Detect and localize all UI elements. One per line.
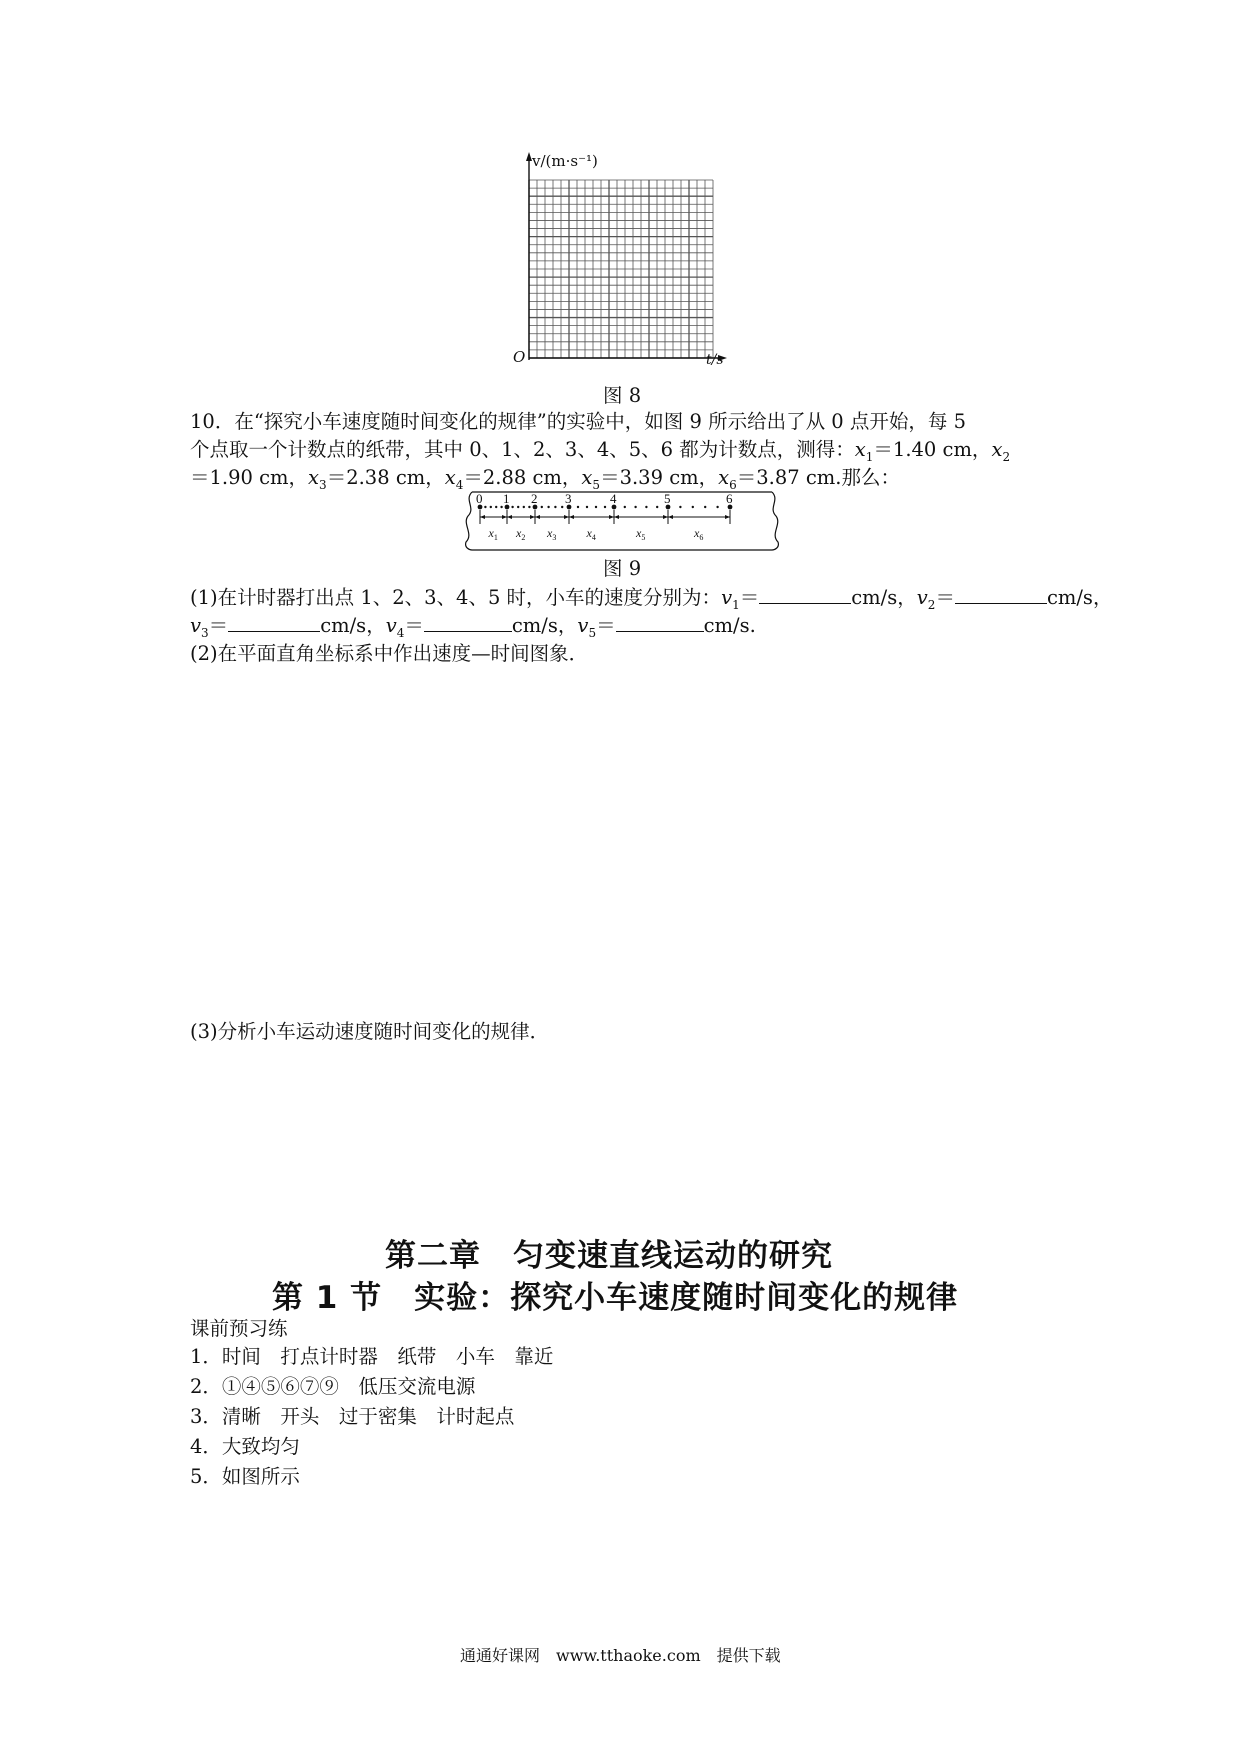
segment-label: $x_1$	[488, 526, 498, 542]
figure-8-grid	[505, 150, 735, 365]
tick-dot	[577, 506, 579, 508]
tick-dot	[517, 506, 519, 508]
fig8-xlabel: t/s	[706, 352, 724, 368]
answer-item-5: 5．如图所示	[190, 1465, 300, 1488]
tick-dot	[716, 506, 718, 508]
dim-arrow	[663, 515, 668, 519]
segment-label: $x_6$	[694, 526, 704, 542]
q10-line2: 个点取一个计数点的纸带，其中 0、1、2、3、4、5、6 都为计数点，测得：$x_1=1.40$ cm，$x_2$	[190, 438, 1011, 464]
count-point-label: 6	[726, 491, 733, 506]
v4-blank[interactable]	[424, 630, 512, 632]
v1-blank[interactable]	[759, 602, 851, 604]
q10-number: 10．	[190, 410, 235, 433]
count-point-label: 0	[476, 491, 483, 506]
tick-dot	[692, 506, 694, 508]
q10-intro: 在“探究小车速度随时间变化的规律”的实验中，如图 9 所示给出了从 0 点开始，每 5	[234, 410, 966, 433]
q10-sub1-line1: (1)在计时器打出点 1、2、3、4、5 时，小车的速度分别为：$v_1= cm/s$，$v_2= cm/s$，	[190, 586, 1113, 612]
tick-dot	[634, 506, 636, 508]
fig8-ylabel: v/(m·s⁻¹)	[532, 152, 598, 170]
preview-subhead: 课前预习练	[190, 1317, 288, 1340]
unit: cm/s	[320, 614, 367, 637]
sub1-text: (1)在计时器打出点 1、2、3、4、5 时，小车的速度分别为：	[190, 586, 722, 609]
segment-label: $x_2$	[516, 526, 526, 542]
q10-line3: ＝1.90 cm，$x_3=2.38$ cm，$x_4=2.88$ cm，$x_5=3.39$ cm，$x_6=3.87$ cm.那么：	[190, 466, 900, 492]
fig8-caption: 图 8	[603, 384, 642, 407]
tick-dot	[511, 506, 513, 508]
unit: cm/s	[703, 614, 750, 637]
tape-left-edge	[466, 492, 472, 550]
x5-value: 3.39 cm，	[619, 466, 719, 489]
tick-dot	[679, 506, 681, 508]
x6-value: 3.87 cm.那么：	[756, 466, 900, 489]
grid-lines	[529, 180, 713, 358]
count-point-label: 4	[610, 491, 617, 506]
section-title: 第 1 节 实验：探究小车速度随时间变化的规律	[272, 1280, 959, 1316]
answer-item-1: 1．时间 打点计时器 纸带 小车 靠近	[190, 1345, 554, 1368]
tick-dot	[656, 506, 658, 508]
unit: cm/s	[851, 586, 898, 609]
answer-item-4: 4．大致均匀	[190, 1435, 300, 1458]
dim-arrow	[564, 515, 569, 519]
x1-value: 1.40 cm，	[892, 438, 992, 461]
x2-value: 1.90 cm，	[209, 466, 309, 489]
q10-sub1-line2: $v_3= cm/s$，$v_4= cm/s$，$v_5= cm/s$.	[190, 614, 756, 640]
answer-item-2: 2．①④⑤⑥⑦⑨ 低压交流电源	[190, 1375, 476, 1398]
tick-dot	[595, 506, 597, 508]
answer-list	[190, 1342, 553, 1492]
count-point-label: 5	[664, 491, 671, 506]
x4-value: 2.88 cm，	[482, 466, 582, 489]
tick-dot	[495, 506, 497, 508]
tick-dot	[554, 506, 556, 508]
tick-dot	[586, 506, 588, 508]
tick-dot	[604, 506, 606, 508]
tick-dot	[500, 506, 502, 508]
dim-arrow	[480, 515, 485, 519]
answer-item-3: 3．清晰 开头 过于密集 计时起点	[190, 1405, 515, 1428]
tick-dot	[547, 506, 549, 508]
tick-dot	[484, 506, 486, 508]
count-point-label: 2	[531, 491, 538, 506]
chapter-title: 第二章 匀变速直线运动的研究	[385, 1238, 833, 1274]
dim-arrow	[569, 515, 574, 519]
tick-dot	[523, 506, 525, 508]
unit: cm/s	[1046, 586, 1093, 609]
dim-arrow	[502, 515, 507, 519]
dim-arrow	[609, 515, 614, 519]
count-point-label: 3	[565, 491, 572, 506]
unit: cm/s	[511, 614, 558, 637]
fig9-caption: 图 9	[603, 557, 642, 580]
dim-arrow	[535, 515, 540, 519]
page-footer: 通通好课网 www.tthaoke.com 提供下载	[460, 1646, 781, 1665]
tick-dot	[541, 506, 543, 508]
x3-value: 2.38 cm，	[346, 466, 445, 489]
dim-arrow	[725, 515, 730, 519]
figure-9-tape	[462, 490, 782, 552]
q10-line1	[190, 408, 966, 436]
segment-label: $x_4$	[586, 526, 596, 542]
q10-sub3: (3)分析小车运动速度随时间变化的规律．	[190, 1020, 550, 1043]
dim-arrow	[668, 515, 673, 519]
tick-dot	[704, 506, 706, 508]
tape-right-edge	[772, 492, 778, 550]
segment-label: $x_5$	[636, 526, 646, 542]
tick-dot	[645, 506, 647, 508]
q10-line2-text: 个点取一个计数点的纸带，其中 0、1、2、3、4、5、6 都为计数点，测得：	[190, 438, 855, 461]
tick-dot	[624, 506, 626, 508]
tick-dot	[490, 506, 492, 508]
fig8-origin: O	[513, 348, 526, 366]
v5-blank[interactable]	[616, 630, 704, 632]
tick-dot	[561, 506, 563, 508]
dim-arrow	[614, 515, 619, 519]
v2-blank[interactable]	[955, 602, 1047, 604]
dim-arrow	[530, 515, 535, 519]
q10-sub2: (2)在平面直角坐标系中作出速度—时间图象．	[190, 642, 589, 665]
v3-blank[interactable]	[228, 630, 320, 632]
dim-arrow	[507, 515, 512, 519]
segment-label: $x_3$	[547, 526, 557, 542]
tick-dot	[528, 506, 530, 508]
tape-marks	[476, 491, 733, 542]
count-point-label: 1	[503, 491, 510, 506]
